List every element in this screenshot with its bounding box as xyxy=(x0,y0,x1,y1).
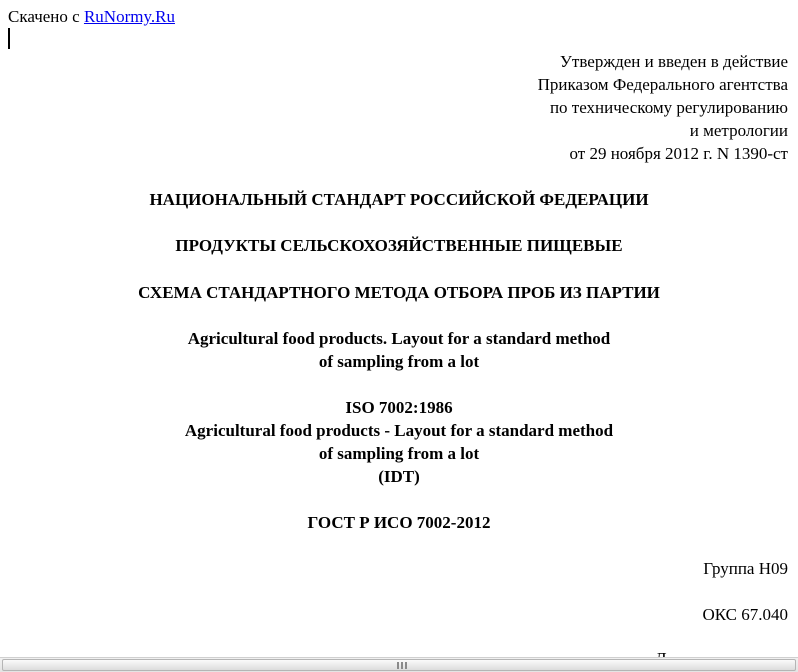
horizontal-scrollbar[interactable] xyxy=(0,657,798,672)
title-en-block xyxy=(0,327,798,373)
group-code: Группа Н09 xyxy=(703,559,788,578)
source-line xyxy=(8,5,175,28)
iso-equivalence: (IDT) xyxy=(378,467,420,486)
grip-icon xyxy=(397,662,407,669)
iso-title-line: of sampling from a lot xyxy=(318,444,480,463)
iso-title-line: Agricultural food products - Layout for a standard method xyxy=(184,421,614,440)
title-en-line: of sampling from a lot xyxy=(318,352,480,371)
standard-type-heading: НАЦИОНАЛЬНЫЙ СТАНДАРТ РОССИЙСКОЙ ФЕДЕРАЦИИ xyxy=(149,190,649,209)
cutoff-text xyxy=(655,643,695,657)
approval-line: по техническому регулированию xyxy=(549,98,788,117)
title-ru-heading: СХЕМА СТАНДАРТНОГО МЕТОДА ОТБОРА ПРОБ ИЗ ПАРТИИ xyxy=(138,283,660,302)
approval-line: и метрологии xyxy=(689,121,788,140)
iso-block xyxy=(0,396,798,488)
source-prefix: Скачено с xyxy=(8,7,80,26)
approval-line: Приказом Федерального агентства xyxy=(537,75,788,94)
scrollbar-thumb[interactable] xyxy=(2,659,796,671)
product-group-heading: ПРОДУКТЫ СЕЛЬСКОХОЗЯЙСТВЕННЫЕ ПИЩЕВЫЕ xyxy=(175,236,623,255)
gost-code-heading: ГОСТ Р ИСО 7002-2012 xyxy=(307,513,491,532)
iso-code: ISO 7002:1986 xyxy=(345,398,453,417)
approval-line: от 29 ноября 2012 г. N 1390-ст xyxy=(569,144,788,163)
approval-block xyxy=(538,50,788,165)
approval-line: Утвержден и введен в действие xyxy=(559,52,788,71)
title-en-line: Agricultural food products. Layout for a standard method xyxy=(187,329,611,348)
oks-code: ОКС 67.040 xyxy=(702,605,788,624)
text-cursor xyxy=(8,28,10,49)
source-link[interactable]: RuNormy.Ru xyxy=(83,7,175,26)
